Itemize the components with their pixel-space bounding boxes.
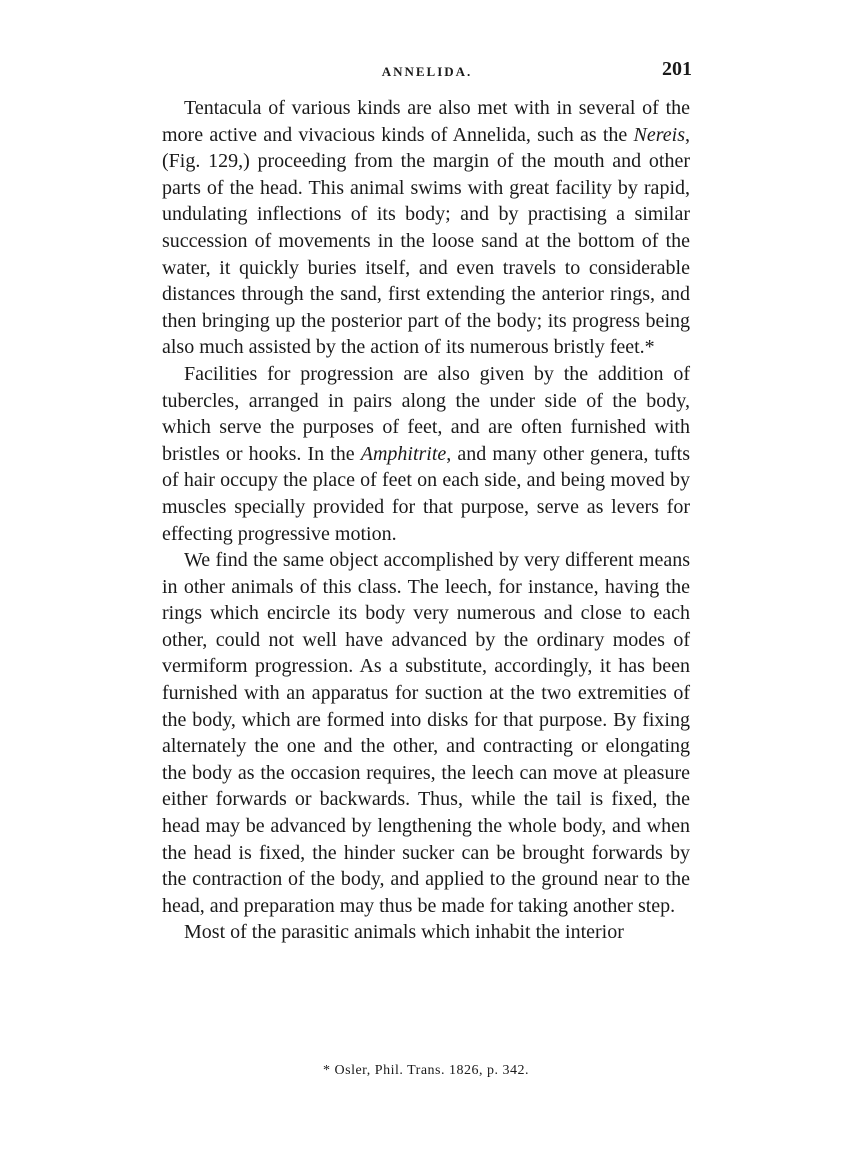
term-nereis: Nereis <box>633 123 685 146</box>
paragraph-4 <box>162 919 690 946</box>
paragraph-3-text-1: We find the same object accomplished by very different means in other animals of this class. The leech, for instance, having the rings which encircle its body very numerous and close to each other, could not well have advanced by the ordinary modes of vermiform progression. As a substitute, accordingly, it has been furnished with an apparatus for suction at the two extremities of the body, which are formed into disks for that purpose. By fixing alternately the one and the other, and contracting or elongating the body as the occasion requires, the leech can move at pleasure either forwards or backwards. Thus, while the tail is fixed, the head may be advanced by lengthening the whole body, and when the head is fixed, the hinder sucker can be brought forwards by the contraction of the body, and applied to the ground near to the head, and preparation may thus be made for taking another step. <box>162 549 690 917</box>
paragraph-4-text-1: Most of the parasitic animals which inhabit the interior <box>184 921 624 944</box>
paragraph-1-text-1: Tentacula of various kinds are also met with in several of the more active and vivacious kinds of Annelida, such as the <box>162 97 690 146</box>
page-number: 201 <box>662 58 692 80</box>
paragraph-2-text-2: , and many other genera, tufts of hair occupy the place of feet on each side, and being moved by muscles specially provided for that purpose, serve as levers for effecting progressive motion. <box>162 442 690 545</box>
running-head <box>162 58 692 88</box>
paragraph-2 <box>162 361 690 547</box>
term-amphitrite: Amphitrite <box>360 442 447 465</box>
paragraph-3 <box>162 547 690 919</box>
running-title: ANNELIDA. <box>381 64 473 79</box>
paragraph-1 <box>162 95 690 361</box>
footnote: * Osler, Phil. Trans. 1826, p. 342. <box>323 1063 529 1078</box>
paragraph-2-text-1: Facilities for progression are also given by the addition of tubercles, arranged in pairs along the under side of the body, which serve the purposes of feet, and are often furnished with bristles or hooks. In the <box>162 362 690 465</box>
body-text <box>162 95 690 946</box>
paragraph-1-text-2: , (Fig. 129,) proceeding from the margin of the mouth and other parts of the head. This animal swims with great facility by rapid, undulating inflections of its body; and by practising a similar succession of movements in the loose sand at the bottom of the water, it quickly buries itself, and even travels to considerable distances through the sand, first extending the anterior rings, and then bringing up the posterior part of the body; its progress being also much assisted by the action of its numerous bristly feet.* <box>162 123 690 359</box>
